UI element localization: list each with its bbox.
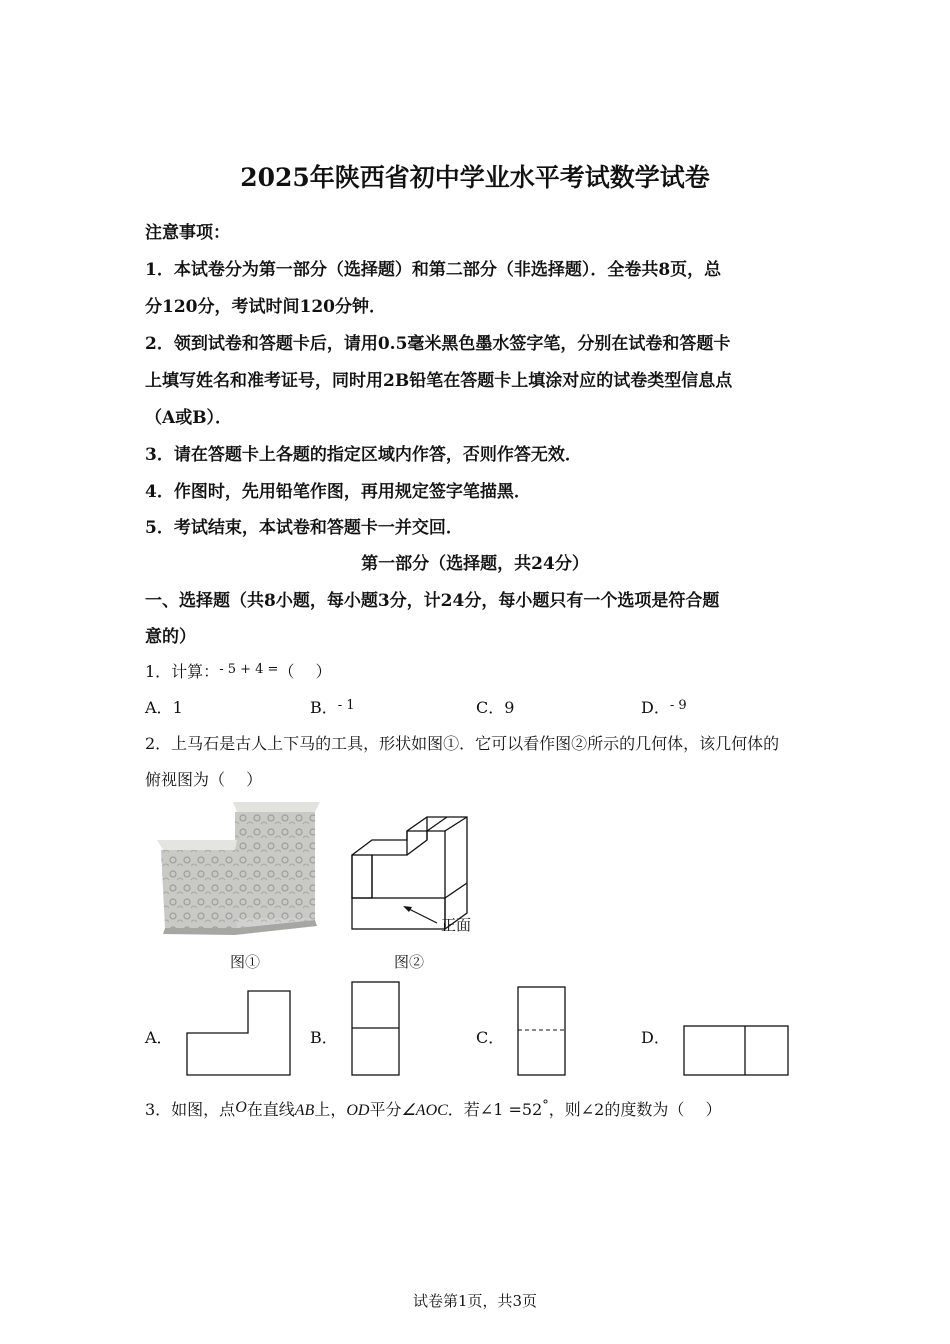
q1-option-a: A．1 [145,698,183,717]
q2-stem-line2: 俯视图为（ ） [145,770,263,789]
q1-option-d: D．$^{- 9}$ [641,698,687,717]
notice-line: 3．请在答题卡上各题的指定区域内作答，否则作答无效． [145,445,582,465]
section-heading: 一、选择题（共8小题，每小题3分，计24分，每小题只有一个选项是符合题 [145,591,720,611]
question-1 [145,659,332,682]
front-label: 正面 [441,916,472,934]
page-title: 2025年陕西省初中学业水平考试数学试卷 [240,163,710,192]
notice-line: 2．领到试卷和答题卡后，请用0.5毫米黑色墨水签字笔，分别在试卷和答题卡 [145,334,731,354]
figure-1-caption: 图① [230,953,261,971]
q2-stem-line1: 2．上马石是古人上下马的工具，形状如图①．它可以看作图②所示的几何体，该几何体的 [145,734,780,753]
q1-paren: （ ） [278,662,332,681]
q2-option-a-view [186,990,292,1077]
notice-line: （A或B）． [145,408,233,428]
q1-expression: - 5 + 4 = [219,662,279,677]
q1-stem: 1．计算： [145,662,220,681]
notice-heading: 注意事项： [145,223,230,243]
part1-heading: 第一部分（选择题，共24分） [361,554,589,574]
question-3: 3．如图，点O在直线AB上，OD平分∠AOC．若∠1 =52°，则∠2的度数为（ ） [145,1098,722,1119]
q2-option-c-view [517,986,567,1077]
q2-option-a-label: A． [145,1028,173,1047]
section-heading-cont: 意的） [145,627,196,647]
q2-option-b-view [351,981,401,1077]
notice-line: 上填写姓名和准考证号，同时用2B铅笔在答题卡上填涂对应的试卷类型信息点 [145,371,733,391]
q2-option-b-label: B． [310,1028,338,1047]
q1-option-c: C．9 [476,698,515,717]
page-footer: 试卷第1页，共3页 [412,1292,538,1310]
figure-2-caption: 图② [394,953,425,971]
q2-option-d-view [683,1025,791,1077]
notice-line: 分120分，考试时间120分钟． [145,297,386,317]
q2-option-c-label: C． [476,1028,505,1047]
notice-line: 5．考试结束，本试卷和答题卡一并交回． [145,518,463,538]
q2-option-d-label: D． [641,1028,670,1047]
notice-line: 4．作图时，先用铅笔作图，再用规定签字笔描黑． [145,482,531,502]
q1-option-b: B．$^{- 1}$ [310,698,355,717]
figure-1-stone-photo [155,800,320,935]
notice-line: 1．本试卷分为第一部分（选择题）和第二部分（非选择题）．全卷共8页，总 [145,260,722,280]
